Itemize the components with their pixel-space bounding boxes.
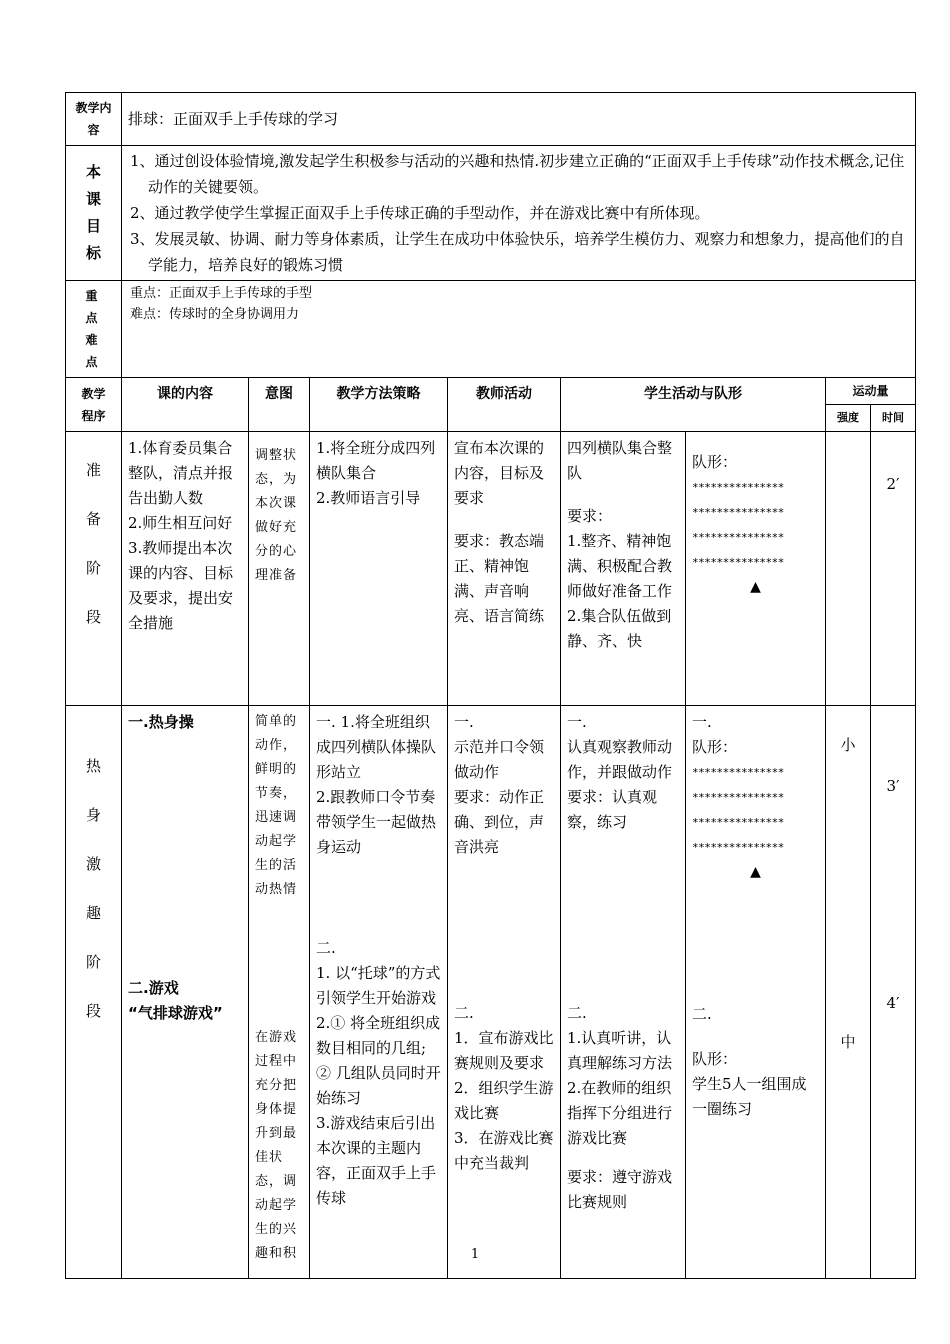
- prep-method-item: 1.将全班分成四列横队集合: [316, 439, 436, 482]
- warmup-part1-title: 一.热身操: [128, 713, 194, 731]
- warmup-content: [122, 706, 249, 1279]
- warmup-stage-char: 身: [85, 806, 101, 824]
- formation-row: ***************: [692, 816, 784, 829]
- warmup-method: [310, 706, 448, 1279]
- prep-stage-char: 阶: [85, 559, 101, 577]
- warmup-part1-intensity: 小: [840, 736, 856, 754]
- formation-row: ***************: [692, 506, 784, 519]
- key-point: 重点：正面双手上手传球的手型: [130, 286, 313, 301]
- warmup-stage-char: 段: [85, 1002, 101, 1020]
- warmup-stage-char: 激: [85, 855, 101, 873]
- formation-row: ***************: [692, 791, 784, 804]
- warmup-teacher-item: 示范并口令领做动作: [454, 738, 545, 781]
- prep-student-item: 2.集合队伍做到静、齐、快: [567, 607, 672, 650]
- warmup-student-item: 二.: [567, 1004, 587, 1022]
- warmup-part1-intent: 简单的动作，鲜明的节奏，迅速调动起学生的活动热情: [255, 714, 298, 897]
- warmup-method-item: 一. 1.将全班组织成四列横队体操队形站立: [316, 713, 437, 781]
- warmup-part1-time: 3′: [886, 777, 900, 795]
- prep-row: [66, 432, 916, 706]
- keypoints-text: [122, 281, 916, 378]
- goal-item: 3、发展灵敏、协调、耐力等身体素质，让学生在成功中体验快乐，培养学生模仿力、观察力和想象力，提高他们的自学能力，培养良好的锻炼习惯: [130, 230, 905, 274]
- student-header: 学生活动与队形: [561, 378, 826, 432]
- warmup-teacher-item: 二.: [454, 1004, 474, 1022]
- warmup-student-item: 一.: [567, 713, 587, 731]
- content-header: 课的内容: [122, 378, 249, 432]
- intensity-header: 强度: [826, 405, 871, 432]
- prep-method: [310, 432, 448, 706]
- content-label: 教学内容: [66, 93, 122, 146]
- formation-row: ***************: [692, 481, 784, 494]
- formation-row: ***************: [692, 531, 784, 544]
- prep-content: [122, 432, 249, 706]
- warmup-teacher-item: 2．组织学生游戏比赛: [454, 1079, 554, 1122]
- warmup-teacher-item: 3．在游戏比赛中充当裁判: [454, 1129, 554, 1172]
- header-row: [66, 378, 916, 405]
- keypoints-row: [66, 281, 916, 378]
- prep-student-item: 四列横队集合整队: [567, 439, 673, 482]
- goal-item: 2、通过教学使学生掌握正面双手上手传球正确的手型动作，并在游戏比赛中有所体现。: [130, 204, 710, 222]
- keypoints-label: [66, 281, 122, 378]
- warmup-student-item: 要求：认真观察，练习: [567, 788, 658, 831]
- warmup-method-item: 2.① 将全班组织成数目相同的几组;: [316, 1014, 441, 1057]
- warmup-time: [871, 706, 916, 1279]
- prep-teacher: [448, 432, 561, 706]
- load-header: 运动量: [826, 378, 916, 405]
- warmup-student-item: 1.认真听讲，认真理解练习方法: [567, 1029, 673, 1072]
- method-header: 教学方法策略: [310, 378, 448, 432]
- formation-row: ***************: [692, 841, 784, 854]
- prep-teacher-item: 要求：教态端正、精神饱满、声音响亮、语言简练: [454, 532, 545, 625]
- prep-formation: [686, 432, 826, 706]
- prep-content-item: 3.教师提出本次课的内容、目标及要求，提出安全措施: [128, 539, 234, 632]
- warmup-part2-time: 4′: [886, 994, 900, 1012]
- warmup-stage: [66, 706, 122, 1279]
- warmup-formation-text: 学生5人一组围成一圈练习: [692, 1075, 807, 1118]
- content-row: [66, 93, 916, 146]
- warmup-row: [66, 706, 916, 1279]
- prep-stage-char: 备: [85, 510, 101, 528]
- difficult-point: 难点：传球时的全身协调用力: [130, 307, 300, 322]
- prep-student-item: 要求：: [567, 507, 613, 525]
- content-value: 排球：正面双手上手传球的学习: [122, 93, 916, 146]
- warmup-formation-label: 队形：: [692, 1050, 738, 1068]
- warmup-teacher: [448, 706, 561, 1279]
- warmup-teacher-item: 一.: [454, 713, 474, 731]
- page-number: 1: [470, 1247, 480, 1262]
- warmup-teacher-item: 1．宣布游戏比赛规则及要求: [454, 1029, 554, 1072]
- warmup-part2-intent: 在游戏过程中充分把身体提升到最佳状态，调动起学生的兴趣和积: [255, 1030, 298, 1261]
- goal-item: 1、通过创设体验情境,激发起学生积极参与活动的兴趣和热情.初步建立正确的“正面双手上手传球”动作技术概念,记住动作的关键要领。: [130, 152, 905, 196]
- warmup-stage-char: 热: [85, 757, 101, 775]
- goals-row: [66, 146, 916, 281]
- formation-row: ***************: [692, 766, 784, 779]
- warmup-method-item: ② 几组队员同时开始练习: [316, 1064, 441, 1107]
- prep-teacher-item: 宣布本次课的内容，目标及要求: [454, 439, 545, 507]
- prep-stage: [66, 432, 122, 706]
- warmup-student-item: 要求：遵守游戏比赛规则: [567, 1168, 673, 1211]
- teacher-position-icon: ▲: [750, 864, 761, 880]
- lesson-plan-table: [65, 92, 916, 1279]
- warmup-stage-char: 阶: [85, 953, 101, 971]
- warmup-part2-subtitle: “气排球游戏”: [128, 1004, 223, 1022]
- teacher-header: 教师活动: [448, 378, 561, 432]
- prep-content-item: 2.师生相互问好: [128, 514, 233, 532]
- warmup-intent: [249, 706, 310, 1279]
- warmup-formation-prefix: 二.: [692, 1005, 712, 1023]
- warmup-formation-prefix: 一.: [692, 713, 712, 731]
- warmup-method-item: 1. 以“托球”的方式引领学生开始游戏: [316, 964, 441, 1007]
- warmup-student-item: 2.在教师的组织指挥下分组进行游戏比赛: [567, 1079, 673, 1147]
- prep-method-item: 2.教师语言引导: [316, 489, 421, 507]
- goals-label: [66, 146, 122, 281]
- warmup-stage-char: 趣: [85, 904, 101, 922]
- prep-student: [561, 432, 686, 706]
- prep-time: 2′: [871, 432, 916, 706]
- warmup-teacher-item: 要求：动作正确、到位，声音洪亮: [454, 788, 545, 856]
- warmup-part2-title: 二.游戏: [128, 979, 179, 997]
- warmup-intensity: [826, 706, 871, 1279]
- teacher-position-icon: ▲: [750, 579, 761, 595]
- warmup-part2-intensity: 中: [840, 1033, 856, 1051]
- time-header: 时间: [871, 405, 916, 432]
- prep-stage-char: 段: [85, 608, 101, 626]
- warmup-method-item: 二.: [316, 939, 336, 957]
- prep-formation-label: 队形：: [692, 453, 738, 471]
- prep-student-item: 1.整齐、精神饱满、积极配合教师做好准备工作: [567, 532, 673, 600]
- prep-stage-char: 准: [85, 461, 101, 479]
- prep-content-item: 1.体育委员集合整队，清点并报告出勤人数: [128, 439, 234, 507]
- prep-intensity: [826, 432, 871, 706]
- warmup-method-item: 2.跟教师口令节奏带领学生一起做热身运动: [316, 788, 437, 856]
- goals-label-text: 本课目标: [85, 163, 101, 262]
- warmup-student: [561, 706, 686, 1279]
- intent-header: 意图: [249, 378, 310, 432]
- prep-intent: 调整状态，为本次课做好充分的心理准备: [249, 432, 310, 706]
- keypoints-label-text: 重点难点: [85, 289, 102, 369]
- warmup-student-item: 认真观察教师动作，并跟做动作: [567, 738, 673, 781]
- formation-row: ***************: [692, 556, 784, 569]
- goals-list: [122, 146, 916, 281]
- warmup-formation-label: 队形：: [692, 738, 738, 756]
- warmup-formation: [686, 706, 826, 1279]
- warmup-method-item: 3.游戏结束后引出本次课的主题内容，正面双手上手传球: [316, 1114, 437, 1207]
- procedure-header-text: 教学程序: [81, 386, 106, 423]
- procedure-header: [66, 378, 122, 432]
